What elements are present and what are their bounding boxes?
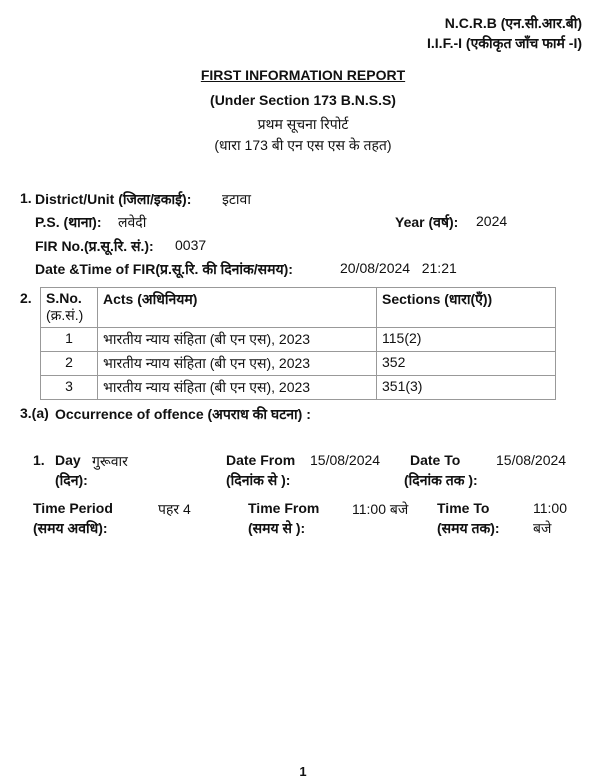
time-period-value: पहर 4 — [158, 501, 191, 517]
time-from-value: 11:00 बजे — [352, 501, 409, 517]
time-to-value: 11:00 — [533, 500, 567, 516]
fir-datetime-label: Date &Time of FIR(प्र.सू.रि. की दिनांक/समय): — [35, 261, 293, 277]
row-section: 352 — [377, 352, 556, 376]
ps-value: लवेदी — [118, 214, 147, 230]
row-act: भारतीय न्याय संहिता (बी एन एस), 2023 — [98, 376, 377, 400]
time-to-label: Time To — [437, 500, 490, 516]
time-period-label: Time Period — [33, 500, 113, 516]
time-to-value-unit: बजे — [533, 520, 552, 536]
item1-number: 1. — [20, 190, 32, 206]
time-period-label-hi: (समय अवधि): — [33, 520, 108, 536]
year-value: 2024 — [476, 213, 508, 229]
row-act: भारतीय न्याय संहिता (बी एन एस), 2023 — [98, 352, 377, 376]
time-to-label-hi: (समय तक): — [437, 520, 500, 536]
date-from-label: Date From — [226, 452, 296, 468]
sno-header-hi: (क्र.सं.) — [46, 307, 84, 323]
item2-number: 2. — [20, 290, 32, 306]
ncrb-header: N.C.R.B (एन.सी.आर.बी) — [444, 15, 582, 31]
day-value: गुरूवार — [92, 453, 128, 469]
iif-header: I.I.F.-I (एकीकृत जाँच फार्म -I) — [427, 35, 582, 51]
fir-datetime-value: 20/08/2024 21:21 — [340, 260, 457, 276]
page-number: 1 — [299, 764, 307, 779]
date-to-label-hi: (दिनांक तक ): — [404, 472, 478, 488]
date-to-label: Date To — [410, 452, 461, 468]
district-label: District/Unit (जिला/इकाई): — [35, 191, 192, 207]
acts-header: Acts (अधिनियम) — [98, 288, 377, 328]
acts-table — [40, 287, 556, 400]
row-act: भारतीय न्याय संहिता (बी एन एस), 2023 — [98, 328, 377, 352]
fir-label: FIR No.(प्र.सू.रि. सं.): — [35, 238, 154, 254]
report-title-text: FIRST INFORMATION REPORT — [200, 67, 406, 83]
row-section: 351(3) — [377, 376, 556, 400]
year-label: Year (वर्ष): — [395, 214, 459, 230]
table-row — [41, 352, 556, 376]
date-from-label-hi: (दिनांक से ): — [226, 472, 291, 488]
table-row — [41, 376, 556, 400]
section-title-hi: (धारा 173 बी एन एस एस के तहत) — [214, 137, 392, 153]
report-title — [0, 67, 606, 83]
sno-header-en: S.No. — [46, 290, 82, 306]
day-label: Day — [55, 452, 81, 468]
report-title-hi: प्रथम सूचना रिपोर्ट — [257, 116, 349, 132]
row-sno: 2 — [41, 352, 98, 376]
ps-label: P.S. (थाना): — [35, 214, 102, 230]
row-sno: 1 — [41, 328, 98, 352]
occurrence-heading: Occurrence of offence (अपराध की घटना) : — [55, 406, 311, 422]
district-value: इटावा — [222, 191, 251, 207]
occurrence-sub-number: 1. — [33, 452, 45, 468]
item3-number: 3.(a) — [20, 405, 49, 421]
row-sno: 3 — [41, 376, 98, 400]
date-to-value: 15/08/2024 — [496, 452, 567, 468]
fir-value: 0037 — [175, 237, 207, 253]
date-from-value: 15/08/2024 — [310, 452, 381, 468]
acts-table-header — [41, 288, 556, 328]
row-section: 115(2) — [377, 328, 556, 352]
sections-header: Sections (धारा(एँ)) — [377, 288, 556, 328]
day-label-hi: (दिन): — [55, 472, 88, 488]
time-from-label-hi: (समय से ): — [248, 520, 306, 536]
section-title-en: (Under Section 173 B.N.S.S) — [210, 92, 396, 108]
time-from-label: Time From — [248, 500, 320, 516]
sno-header — [41, 288, 98, 328]
table-row — [41, 328, 556, 352]
